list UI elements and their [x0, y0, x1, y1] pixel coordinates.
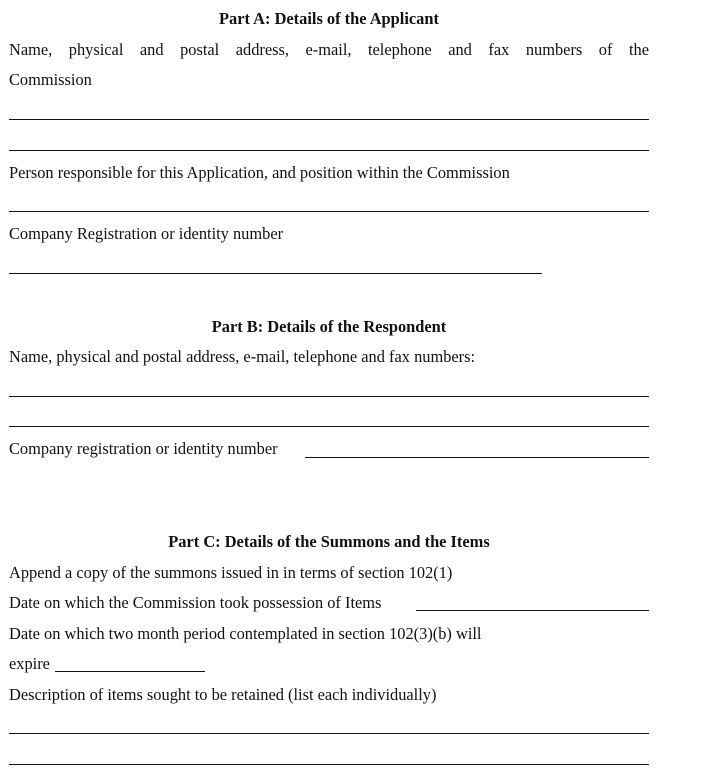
items-description-label: Description of items sought to be retained (list each individually)	[9, 685, 437, 704]
applicant-registration-label: Company Registration or identity number	[9, 224, 284, 243]
respondent-name-label: Name, physical and postal address, e-mail, telephone and fax numbers:	[9, 347, 476, 366]
respondent-registration-label: Company registration or identity number	[9, 439, 278, 458]
items-description-line-1[interactable]	[9, 733, 649, 734]
applicant-registration-line[interactable]	[9, 273, 542, 274]
applicant-details-line-1[interactable]	[9, 119, 649, 120]
respondent-details-line-2[interactable]	[9, 426, 649, 427]
items-description-line-2[interactable]	[9, 764, 649, 765]
part-b-heading: Part B: Details of the Respondent	[211, 317, 447, 336]
possession-date-line[interactable]	[416, 610, 649, 611]
applicant-name-label-line1: Name, physical and postal address, e-mail, telephone and fax numbers of the	[9, 40, 649, 59]
possession-date-label: Date on which the Commission took possession of Items	[9, 593, 382, 612]
respondent-details-line-1[interactable]	[9, 396, 649, 397]
append-summons-label: Append a copy of the summons issued in in terms of section 102(1)	[9, 563, 453, 582]
expiry-date-label-line1: Date on which two month period contemplated in section 102(3)(b) will	[9, 624, 482, 643]
applicant-details-line-2[interactable]	[9, 150, 649, 151]
part-a-heading: Part A: Details of the Applicant	[219, 9, 439, 28]
expiry-date-line[interactable]	[55, 671, 205, 672]
respondent-registration-line[interactable]	[305, 457, 649, 458]
applicant-name-label-line2: Commission	[9, 70, 92, 89]
responsible-person-line[interactable]	[9, 211, 649, 212]
expiry-date-label-line2: expire	[9, 654, 50, 673]
part-c-heading: Part C: Details of the Summons and the Items	[168, 532, 490, 551]
responsible-person-label: Person responsible for this Application, and position within the Commission	[9, 163, 510, 182]
